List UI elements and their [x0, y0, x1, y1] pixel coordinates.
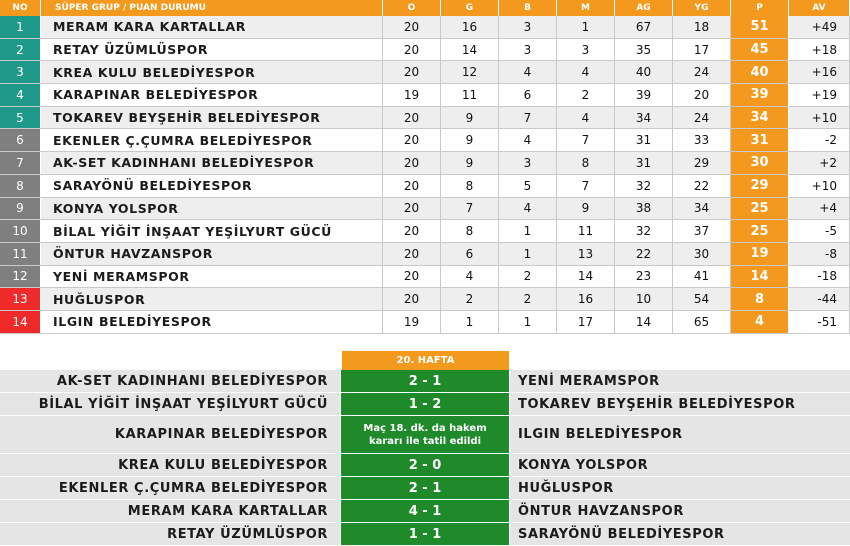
goals-for-cell: 31 — [615, 152, 673, 174]
rank-cell: 9 — [0, 198, 41, 220]
table-row — [0, 129, 850, 152]
drawn-cell: 1 — [499, 243, 557, 265]
goals-against-cell: 24 — [673, 61, 731, 83]
drawn-cell: 7 — [499, 107, 557, 129]
drawn-cell: 2 — [499, 266, 557, 288]
rank-cell: 13 — [0, 288, 41, 310]
points-cell: 8 — [731, 288, 789, 310]
goals-for-cell: 14 — [615, 311, 673, 333]
average-cell: +18 — [789, 39, 850, 61]
lost-cell: 11 — [557, 220, 615, 242]
lost-cell: 1 — [557, 16, 615, 38]
rank-cell: 8 — [0, 175, 41, 197]
rank-cell: 2 — [0, 39, 41, 61]
table-row — [0, 220, 850, 243]
away-team: KONYA YOLSPOR — [510, 454, 850, 476]
standings-header — [0, 0, 850, 16]
away-team: ÖNTUR HAVZANSPOR — [510, 500, 850, 522]
table-row — [0, 152, 850, 175]
match-row — [0, 477, 850, 500]
points-cell: 25 — [731, 220, 789, 242]
played-cell: 20 — [383, 198, 441, 220]
goals-against-cell: 20 — [673, 84, 731, 106]
header-points: P — [731, 0, 789, 16]
goals-for-cell: 32 — [615, 220, 673, 242]
drawn-cell: 3 — [499, 152, 557, 174]
average-cell: +19 — [789, 84, 850, 106]
won-cell: 11 — [441, 84, 499, 106]
fixtures-panel — [0, 351, 850, 546]
won-cell: 4 — [441, 266, 499, 288]
drawn-cell: 5 — [499, 175, 557, 197]
rank-cell: 6 — [0, 129, 41, 151]
played-cell: 20 — [383, 16, 441, 38]
average-cell: +10 — [789, 107, 850, 129]
standings-body — [0, 16, 850, 334]
goals-for-cell: 34 — [615, 107, 673, 129]
header-won: G — [441, 0, 499, 16]
played-cell: 20 — [383, 129, 441, 151]
away-team: YENİ MERAMSPOR — [510, 370, 850, 392]
header-drawn: B — [499, 0, 557, 16]
average-cell: -5 — [789, 220, 850, 242]
rank-cell: 11 — [0, 243, 41, 265]
lost-cell: 16 — [557, 288, 615, 310]
goals-for-cell: 39 — [615, 84, 673, 106]
week-label: 20. HAFTA — [342, 351, 509, 370]
team-name-cell: MERAM KARA KARTALLAR — [41, 16, 383, 38]
home-team: BİLAL YİĞİT İNŞAAT YEŞİLYURT GÜCÜ — [0, 393, 340, 415]
played-cell: 20 — [383, 288, 441, 310]
drawn-cell: 6 — [499, 84, 557, 106]
played-cell: 20 — [383, 243, 441, 265]
goals-for-cell: 35 — [615, 39, 673, 61]
match-row — [0, 370, 850, 393]
lost-cell: 9 — [557, 198, 615, 220]
goals-against-cell: 18 — [673, 16, 731, 38]
home-team: RETAY ÜZÜMLÜSPOR — [0, 523, 340, 545]
drawn-cell: 1 — [499, 220, 557, 242]
table-row — [0, 288, 850, 311]
lost-cell: 8 — [557, 152, 615, 174]
goals-against-cell: 41 — [673, 266, 731, 288]
points-cell: 39 — [731, 84, 789, 106]
lost-cell: 14 — [557, 266, 615, 288]
header-title: SÜPER GRUP / PUAN DURUMU — [41, 0, 383, 16]
team-name-cell: SARAYÖNÜ BELEDİYESPOR — [41, 175, 383, 197]
table-row — [0, 107, 850, 130]
won-cell: 9 — [441, 107, 499, 129]
table-row — [0, 61, 850, 84]
played-cell: 20 — [383, 39, 441, 61]
played-cell: 20 — [383, 61, 441, 83]
match-row — [0, 454, 850, 477]
match-score: 2 - 1 — [341, 370, 509, 392]
played-cell: 20 — [383, 152, 441, 174]
won-cell: 8 — [441, 175, 499, 197]
match-score: Maç 18. dk. da hakem kararı ile tatil edildi — [341, 416, 509, 453]
lost-cell: 4 — [557, 107, 615, 129]
fixtures-body — [0, 370, 850, 546]
average-cell: +4 — [789, 198, 850, 220]
goals-against-cell: 34 — [673, 198, 731, 220]
match-score: 2 - 1 — [341, 477, 509, 499]
goals-for-cell: 31 — [615, 129, 673, 151]
header-average: AV — [789, 0, 850, 16]
rank-cell: 1 — [0, 16, 41, 38]
lost-cell: 17 — [557, 311, 615, 333]
table-row — [0, 243, 850, 266]
lost-cell: 7 — [557, 175, 615, 197]
played-cell: 19 — [383, 84, 441, 106]
goals-for-cell: 67 — [615, 16, 673, 38]
points-cell: 40 — [731, 61, 789, 83]
table-row — [0, 198, 850, 221]
points-cell: 19 — [731, 243, 789, 265]
away-team: HUĞLUSPOR — [510, 477, 850, 499]
played-cell: 20 — [383, 220, 441, 242]
won-cell: 1 — [441, 311, 499, 333]
lost-cell: 3 — [557, 39, 615, 61]
away-team: ILGIN BELEDİYESPOR — [510, 416, 850, 453]
won-cell: 9 — [441, 152, 499, 174]
home-team: KREA KULU BELEDİYESPOR — [0, 454, 340, 476]
goals-against-cell: 30 — [673, 243, 731, 265]
team-name-cell: AK-SET KADINHANI BELEDİYESPOR — [41, 152, 383, 174]
goals-for-cell: 22 — [615, 243, 673, 265]
won-cell: 9 — [441, 129, 499, 151]
header-no: NO — [0, 0, 41, 16]
rank-cell: 14 — [0, 311, 41, 333]
average-cell: -8 — [789, 243, 850, 265]
table-row — [0, 175, 850, 198]
played-cell: 20 — [383, 175, 441, 197]
team-name-cell: TOKAREV BEYŞEHİR BELEDİYESPOR — [41, 107, 383, 129]
played-cell: 20 — [383, 266, 441, 288]
table-row — [0, 16, 850, 39]
goals-against-cell: 24 — [673, 107, 731, 129]
header-goals-for: AG — [615, 0, 673, 16]
goals-against-cell: 37 — [673, 220, 731, 242]
home-team: EKENLER Ç.ÇUMRA BELEDİYESPOR — [0, 477, 340, 499]
drawn-cell: 4 — [499, 198, 557, 220]
team-name-cell: ÖNTUR HAVZANSPOR — [41, 243, 383, 265]
rank-cell: 5 — [0, 107, 41, 129]
rank-cell: 10 — [0, 220, 41, 242]
goals-against-cell: 54 — [673, 288, 731, 310]
won-cell: 16 — [441, 16, 499, 38]
match-score: 1 - 1 — [341, 523, 509, 545]
drawn-cell: 1 — [499, 311, 557, 333]
table-row — [0, 39, 850, 62]
points-cell: 29 — [731, 175, 789, 197]
drawn-cell: 3 — [499, 16, 557, 38]
drawn-cell: 4 — [499, 61, 557, 83]
points-cell: 45 — [731, 39, 789, 61]
goals-against-cell: 22 — [673, 175, 731, 197]
average-cell: +16 — [789, 61, 850, 83]
home-team: AK-SET KADINHANI BELEDİYESPOR — [0, 370, 340, 392]
points-cell: 51 — [731, 16, 789, 38]
goals-for-cell: 40 — [615, 61, 673, 83]
won-cell: 7 — [441, 198, 499, 220]
away-team: TOKAREV BEYŞEHİR BELEDİYESPOR — [510, 393, 850, 415]
won-cell: 14 — [441, 39, 499, 61]
table-row — [0, 266, 850, 289]
team-name-cell: KARAPINAR BELEDİYESPOR — [41, 84, 383, 106]
header-goals-against: YG — [673, 0, 731, 16]
team-name-cell: EKENLER Ç.ÇUMRA BELEDİYESPOR — [41, 129, 383, 151]
goals-against-cell: 65 — [673, 311, 731, 333]
match-row — [0, 416, 850, 454]
points-cell: 31 — [731, 129, 789, 151]
header-played: O — [383, 0, 441, 16]
average-cell: -51 — [789, 311, 850, 333]
goals-against-cell: 17 — [673, 39, 731, 61]
team-name-cell: RETAY ÜZÜMLÜSPOR — [41, 39, 383, 61]
average-cell: -18 — [789, 266, 850, 288]
lost-cell: 2 — [557, 84, 615, 106]
lost-cell: 4 — [557, 61, 615, 83]
played-cell: 19 — [383, 311, 441, 333]
played-cell: 20 — [383, 107, 441, 129]
match-row — [0, 500, 850, 523]
home-team: MERAM KARA KARTALLAR — [0, 500, 340, 522]
fixtures-header — [0, 351, 850, 370]
match-score: 2 - 0 — [341, 454, 509, 476]
team-name-cell: ILGIN BELEDİYESPOR — [41, 311, 383, 333]
match-score: 1 - 2 — [341, 393, 509, 415]
rank-cell: 4 — [0, 84, 41, 106]
team-name-cell: HUĞLUSPOR — [41, 288, 383, 310]
rank-cell: 3 — [0, 61, 41, 83]
goals-against-cell: 33 — [673, 129, 731, 151]
header-lost: M — [557, 0, 615, 16]
won-cell: 12 — [441, 61, 499, 83]
rank-cell: 12 — [0, 266, 41, 288]
table-row — [0, 311, 850, 334]
average-cell: -2 — [789, 129, 850, 151]
team-name-cell: KREA KULU BELEDİYESPOR — [41, 61, 383, 83]
match-row — [0, 393, 850, 416]
points-cell: 30 — [731, 152, 789, 174]
goals-for-cell: 32 — [615, 175, 673, 197]
average-cell: -44 — [789, 288, 850, 310]
won-cell: 8 — [441, 220, 499, 242]
table-row — [0, 84, 850, 107]
team-name-cell: KONYA YOLSPOR — [41, 198, 383, 220]
lost-cell: 13 — [557, 243, 615, 265]
lost-cell: 7 — [557, 129, 615, 151]
points-cell: 34 — [731, 107, 789, 129]
average-cell: +10 — [789, 175, 850, 197]
average-cell: +49 — [789, 16, 850, 38]
drawn-cell: 2 — [499, 288, 557, 310]
home-team: KARAPINAR BELEDİYESPOR — [0, 416, 340, 453]
match-score: 4 - 1 — [341, 500, 509, 522]
team-name-cell: YENİ MERAMSPOR — [41, 266, 383, 288]
rank-cell: 7 — [0, 152, 41, 174]
points-cell: 14 — [731, 266, 789, 288]
goals-for-cell: 10 — [615, 288, 673, 310]
team-name-cell: BİLAL YİĞİT İNŞAAT YEŞİLYURT GÜCÜ — [41, 220, 383, 242]
drawn-cell: 3 — [499, 39, 557, 61]
drawn-cell: 4 — [499, 129, 557, 151]
goals-for-cell: 23 — [615, 266, 673, 288]
won-cell: 2 — [441, 288, 499, 310]
average-cell: +2 — [789, 152, 850, 174]
points-cell: 4 — [731, 311, 789, 333]
away-team: SARAYÖNÜ BELEDİYESPOR — [510, 523, 850, 545]
points-cell: 25 — [731, 198, 789, 220]
won-cell: 6 — [441, 243, 499, 265]
goals-for-cell: 38 — [615, 198, 673, 220]
goals-against-cell: 29 — [673, 152, 731, 174]
